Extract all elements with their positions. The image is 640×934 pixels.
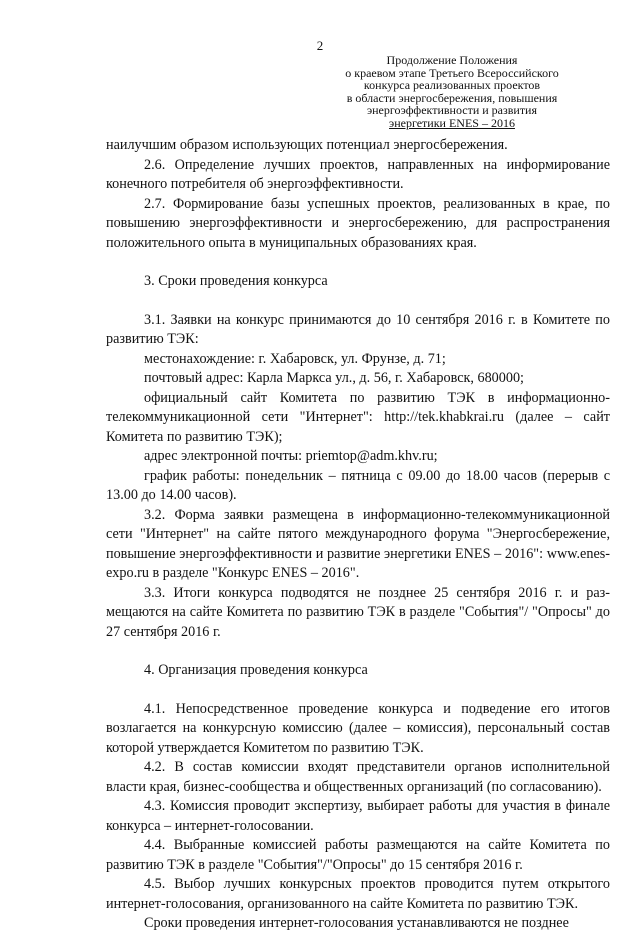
paragraph: местонахождение: г. Хабаровск, ул. Фрунзе, д. 71;: [144, 350, 446, 367]
header-line: конкурса реализованных проектов: [363, 78, 541, 92]
section-heading: 4. Организация проведения конкурса: [144, 662, 368, 678]
paragraph: Сроки проведения интернет-голосования устанавливаются не позднее: [144, 915, 569, 931]
header-line: энергоэффективности и развития: [366, 103, 538, 117]
paragraph: 3.3. Итоги конкурса подводятся не позднее 25 сентября 2016 г. и размещаются на сайте Комитета по развитию ТЭК в разделе "События"/ "Опросы" до 27 сентября 2016 г.: [106, 584, 610, 640]
paragraph: 4.4. Выбранные комиссией работы размещаются на сайте Комитета по развитию ТЭК в разделе "События"/"Опросы" до 15 сентября 2016 г.: [106, 837, 610, 873]
paragraph: официальный сайт Комитета по развитию ТЭК в информационно-телекоммуникационной сети "Интернет": http://tek.khabkrai.ru (далее – сайт Комитета по развитию ТЭК);: [106, 389, 610, 445]
paragraph: почтовый адрес: Карла Маркса ул., д. 56, г. Хабаровск, 680000;: [144, 370, 524, 386]
paragraph: 3.2. Форма заявки размещена в информационно-телекоммуникационной сети "Интернет" на сайте пятого международного форума "Энергосбережение, повышение энергоэффективности и развитие энергетики ENES – 2016": www.enes-expo.ru в разделе "Конкурс ENES – 2016".: [106, 506, 610, 581]
paragraph: адрес электронной почты: priemtop@adm.khv.ru;: [144, 448, 438, 464]
paragraph: 2.6. Определение лучших проектов, направленных на информирование конечного потребителя об энергоэффективности.: [106, 156, 610, 192]
paragraph: 4.3. Комиссия проводит экспертизу, выбирает работы для участия в финале конкурса – интернет-голосовании.: [106, 798, 610, 834]
paragraph: график работы: понедельник – пятница с 09.00 до 18.00 часов (перерыв с 13.00 до 14.00 часов).: [106, 467, 610, 503]
page-number: 2: [316, 38, 324, 53]
header-line: о краевом этапе Третьего Всероссийского: [345, 65, 559, 80]
paragraph: 2.7. Формирование базы успешных проектов, реализованных в крае, по повышению энергоэффективности и энергосбережению, для распространения положительного опыта в муниципальных образованиях края.: [106, 195, 610, 251]
header-line: Продолжение Положения: [386, 53, 518, 67]
paragraph: 4.2. В состав комиссии входят представители органов исполнительной власти края, бизнес-сообщества и общественных организаций (по согласованию).: [106, 759, 610, 795]
paragraph: 4.5. Выбор лучших конкурсных проектов проводится путем открытого интернет-голосования, организованного на сайте Комитета по развитию ТЭК.: [106, 876, 610, 912]
paragraph: 3.1. Заявки на конкурс принимаются до 10 сентября 2016 г. в Комитете по развитию ТЭК:: [106, 311, 610, 347]
header-line: в области энергосбережения, повышения: [346, 90, 558, 105]
paragraph: наилучшим образом использующих потенциал энергосбережения.: [106, 137, 508, 153]
document-body: [106, 136, 610, 934]
section-heading: 3. Сроки проведения конкурса: [144, 273, 328, 289]
header-line: энергетики ENES – 2016: [389, 115, 515, 130]
document-header: [332, 54, 572, 129]
paragraph: 4.1. Непосредственное проведение конкурса и подведение его итогов возлагается на конкурсную комиссию (далее – комиссия), персональный состав которой утверждается Комитетом по развитию ТЭК.: [106, 700, 610, 756]
